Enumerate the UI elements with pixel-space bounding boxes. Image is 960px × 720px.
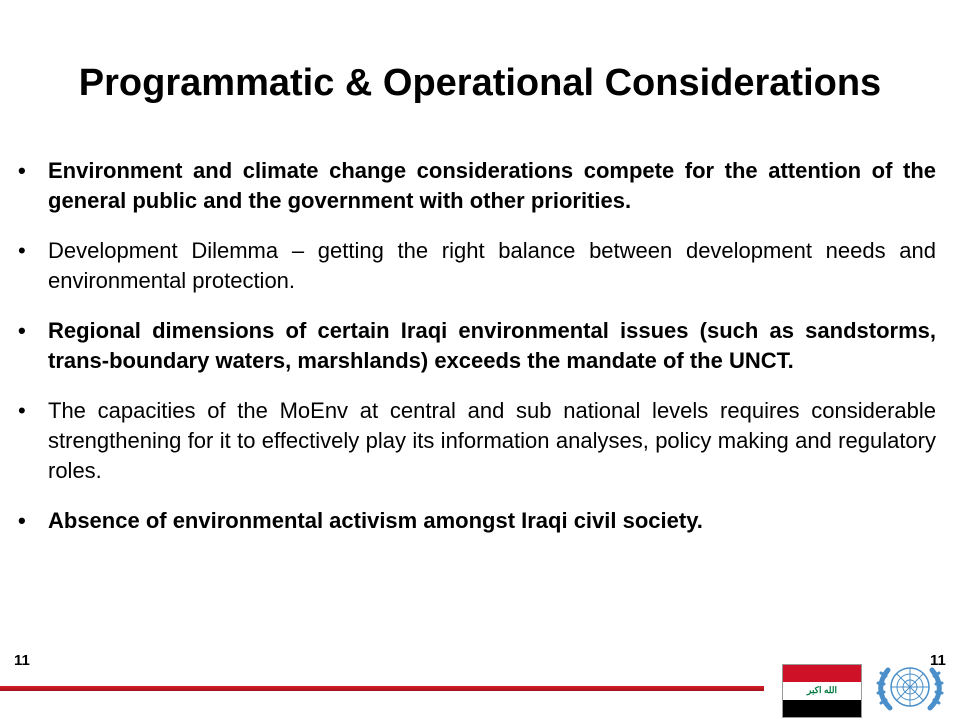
bullet-text: Environment and climate change considerations compete for the attention of the general public and the government with other priorities. bbox=[48, 158, 936, 213]
bullet-text: Development Dilemma – getting the right balance between development needs and environmental protection. bbox=[48, 238, 936, 293]
bullet-marker: • bbox=[18, 158, 26, 183]
bullet-item bbox=[18, 396, 936, 486]
slide-number-right: 11 bbox=[930, 652, 946, 669]
un-emblem-icon bbox=[874, 656, 946, 718]
bullet-list bbox=[18, 156, 936, 556]
bullet-text: The capacities of the MoEnv at central and sub national levels requires considerable strengthening for it to effectively play its information analyses, policy making and regulatory roles. bbox=[48, 398, 936, 483]
bullet-item bbox=[18, 506, 936, 536]
bullet-item bbox=[18, 156, 936, 216]
bullet-marker: • bbox=[18, 398, 26, 423]
bullet-text: Absence of environmental activism amongst Iraqi civil society. bbox=[48, 508, 703, 533]
bullet-marker: • bbox=[18, 318, 26, 343]
slide-title: Programmatic & Operational Considerations bbox=[78, 62, 882, 104]
flag-white-stripe bbox=[783, 682, 861, 699]
bullet-marker: • bbox=[18, 238, 26, 263]
bullet-item bbox=[18, 236, 936, 296]
bullet-item bbox=[18, 316, 936, 376]
flag-script-text: الله اكبر bbox=[806, 685, 837, 696]
flag-red-stripe bbox=[783, 665, 861, 682]
bullet-marker: • bbox=[18, 508, 26, 533]
footer-divider-line bbox=[0, 686, 764, 691]
flag-black-stripe bbox=[783, 700, 861, 717]
bullet-text: Regional dimensions of certain Iraqi environmental issues (such as sandstorms, trans-boundary waters, marshlands) exceeds the mandate of the UNCT. bbox=[48, 318, 936, 373]
slide-number-left: 11 bbox=[14, 652, 30, 669]
iraq-flag-icon bbox=[782, 664, 862, 718]
